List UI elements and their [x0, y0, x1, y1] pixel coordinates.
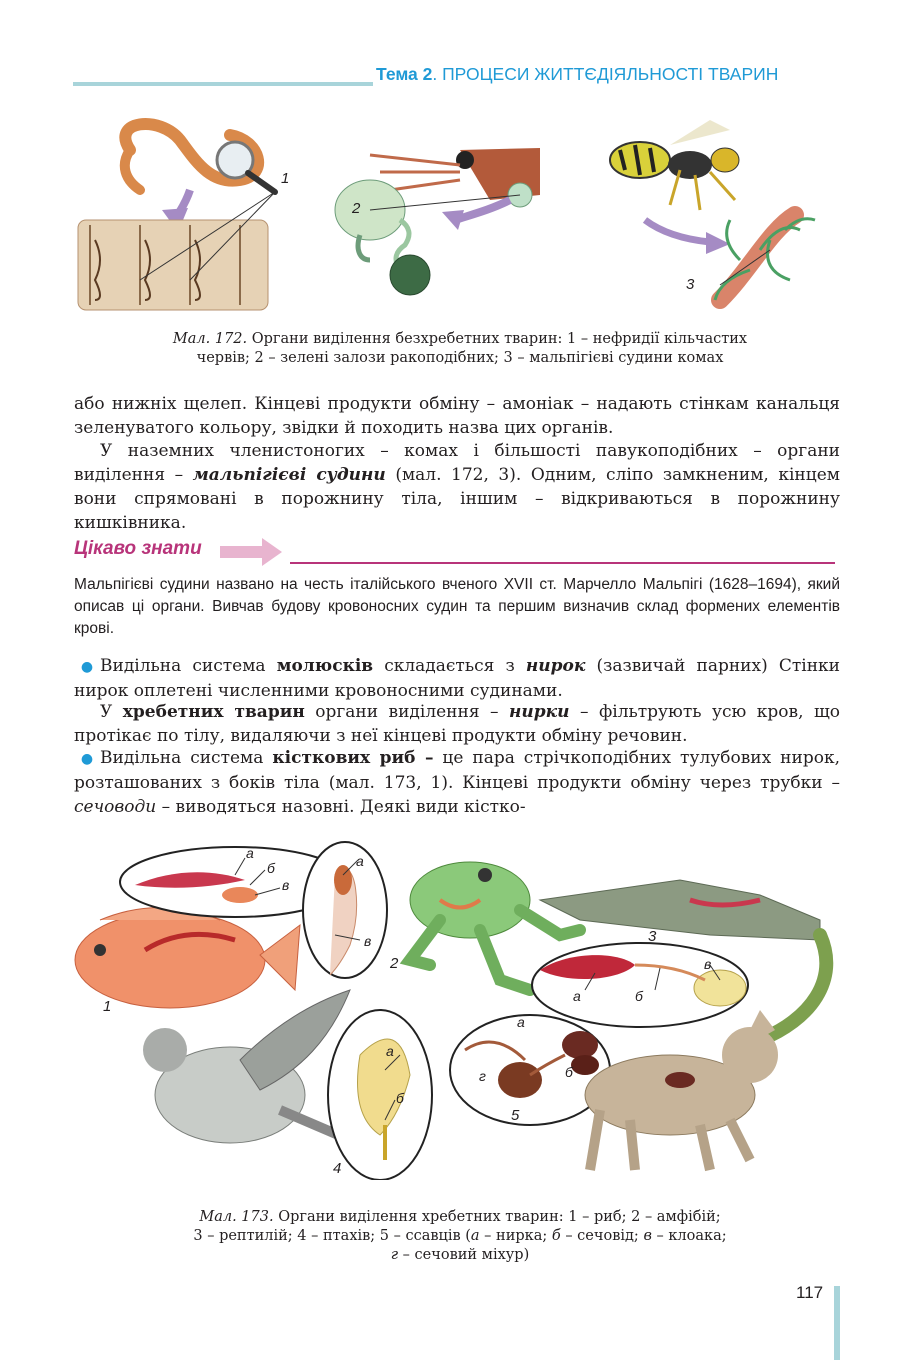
topic-title: . ПРОЦЕСИ ЖИТТЄДІЯЛЬНОСТІ ТВАРИН — [432, 64, 779, 84]
fish — [75, 908, 300, 1009]
frog-label-a: а — [356, 853, 364, 869]
fig172-label-1: 1 — [281, 170, 290, 187]
paragraph: У хребетних тварин органи виділення – нирки – фільтрують усю кров, що протікає по тілу, видаляючи з неї кінцеві продукти обміну речовин. — [74, 702, 840, 746]
cat — [585, 1010, 778, 1170]
caption-ref: Мал. 173. — [199, 1209, 274, 1225]
frog-label-v: в — [364, 933, 372, 949]
mammal-label-b: б — [565, 1064, 573, 1080]
reptile-label-a: а — [573, 988, 581, 1004]
paragraph: ● Видільна система молюсків складається з нирок (зазвичай парних) Стінки нирок оплетені численними кровоносними судинами. — [74, 656, 840, 701]
reptile-label-b: б — [635, 988, 643, 1004]
interesting-heading: Цікаво знати — [74, 538, 202, 559]
wasp — [610, 120, 739, 210]
fig173-label-4: 4 — [333, 1160, 342, 1177]
fig173-label-3: 3 — [648, 928, 657, 945]
fish-label-v: в — [282, 877, 290, 893]
bullet-icon: ● — [80, 659, 94, 675]
bullet-icon: ● — [80, 751, 94, 767]
fig173-label-5: 5 — [511, 1107, 520, 1124]
reptile-label-v: в — [704, 956, 712, 972]
figure-172-illustration — [70, 110, 840, 320]
chapter-header — [376, 64, 846, 85]
fig173-label-1: 1 — [103, 998, 112, 1015]
page-number: 117 — [796, 1283, 824, 1302]
pigeon — [143, 990, 350, 1143]
paragraph: або нижніх щелеп. Кінцеві продукти обміну – амоніак – надають стінкам канальця зеленуватого кольору, звідки й походить назва цих органів. — [74, 394, 840, 438]
arrow-icon — [218, 536, 284, 568]
figure-172-caption — [80, 330, 840, 368]
bird-label-a: а — [386, 1043, 394, 1059]
term: мальпігієві судини — [192, 465, 386, 485]
mammal-label-g: г — [479, 1068, 486, 1084]
topic-label: Тема 2 — [376, 64, 433, 84]
figure-173-illustration — [60, 840, 850, 1180]
mammal-label-a: а — [517, 1014, 525, 1030]
fig173-label-2: 2 — [390, 955, 399, 972]
paragraph: У наземних членистоногих – комах і більшості павукоподібних – органи виділення – мальпігієві судини (мал. 172, 3). Одним, сліпо замкненим, кінцем вони спрямовані в порожнину тіла, іншим – відкриваються в порожнину кишківника. — [74, 441, 840, 533]
interesting-text: Мальпігієві судини названо на честь італійського вченого XVII ст. Марчелло Мальпігі (1628–1694), який описав ці органи. Вивчав будову кровоносних судин та першим визначив склад формених елементів крові. — [74, 576, 840, 637]
bird-label-b: б — [396, 1090, 404, 1106]
caption-text: Органи виділення безхребетних тварин: 1 – нефридії кільчастих — [247, 331, 748, 347]
fig172-label-2: 2 — [352, 200, 361, 217]
caption-ref: Мал. 172. — [172, 331, 248, 347]
paragraph: ● Видільна система кісткових риб – це пара стрічкоподібних тулубових нирок, розташованих з боків тіла (мал. 173, 1). Кінцеві продукти обміну через трубки – сечоводи – виводяться назовні. Деякі види кістко- — [74, 748, 840, 817]
page-margin-bar — [834, 1286, 840, 1360]
header-rule — [73, 82, 373, 86]
fish-label-b: б — [267, 860, 275, 876]
figure-173-caption: Мал. 173. Органи виділення хребетних тварин: 1 – риб; 2 – амфібій; 3 – рептилій; 4 – птахів; 5 – ссавців (а – нирка; б – сечовід; в – клоака; г – сечовий міхур) — [193, 1209, 727, 1263]
caption-text: червів; 2 – зелені залози ракоподібних; 3 – мальпігієві судини комах — [196, 350, 724, 366]
interesting-rule — [290, 562, 835, 564]
fig172-label-3: 3 — [686, 276, 695, 293]
fish-label-a: а — [246, 845, 254, 861]
